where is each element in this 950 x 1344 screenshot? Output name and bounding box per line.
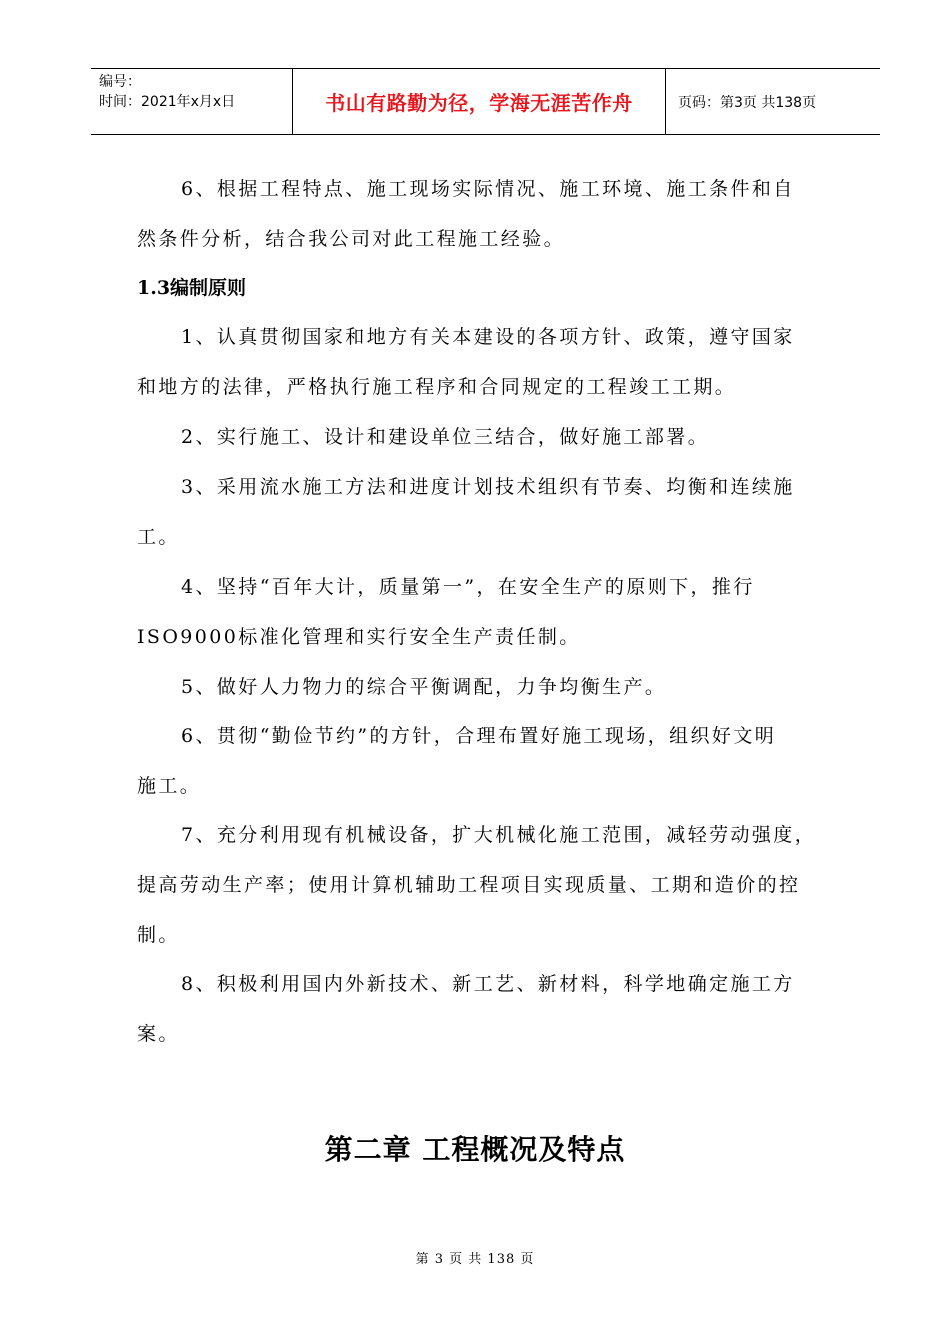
code-label: 编号： (99, 74, 141, 90)
body-line: 和地方的法律，严格执行施工程序和合同规定的工程竣工工期。 (137, 376, 737, 398)
body-line: 2、实行施工、设计和建设单位三结合，做好施工部署。 (181, 426, 710, 448)
time-label: 时间：2021年x月x日 (99, 94, 236, 110)
body-line: 8、积极利用国内外新技术、新工艺、新材料，科学地确定施工方 (181, 973, 795, 995)
header-motto: 书山有路勤为径，学海无涯苦作舟 (293, 69, 666, 134)
chapter-title: 第二章 工程概况及特点 (324, 1133, 626, 1166)
body-line: 7、充分利用现有机械设备，扩大机械化施工范围，减轻劳动强度， (181, 824, 817, 846)
body-line: 3、采用流水施工方法和进度计划技术组织有节奏、均衡和连续施 (181, 476, 795, 498)
body-line: 工。 (137, 526, 180, 548)
body-line: 4、坚持“百年大计，质量第一”，在安全生产的原则下，推行 (181, 576, 755, 598)
body-line: 案。 (137, 1023, 180, 1045)
section-heading: 1.3编制原则 (137, 277, 247, 299)
body-line: 制。 (137, 924, 180, 946)
body-line: 6、贯彻“勤俭节约”的方针，合理布置好施工现场，组织好文明 (181, 725, 777, 747)
body-line: 施工。 (137, 775, 202, 797)
body-line: 1、认真贯彻国家和地方有关本建设的各项方针、政策，遵守国家 (181, 326, 795, 348)
page-header (91, 68, 880, 135)
body-line: 5、做好人力物力的综合平衡调配，力争均衡生产。 (181, 676, 667, 698)
header-meta (91, 69, 293, 134)
body-line: 提高劳动生产率；使用计算机辅助工程项目实现质量、工期和造价的控 (137, 874, 801, 896)
body-line: 然条件分析，结合我公司对此工程施工经验。 (137, 228, 566, 250)
body-line: 6、根据工程特点、施工现场实际情况、施工环境、施工条件和自 (181, 178, 795, 200)
body-line: ISO9000标准化管理和实行安全生产责任制。 (137, 626, 581, 648)
page-footer: 第 3 页 共 138 页 (415, 1252, 535, 1267)
header-page-info: 页码：第3页 共138页 (678, 94, 817, 111)
